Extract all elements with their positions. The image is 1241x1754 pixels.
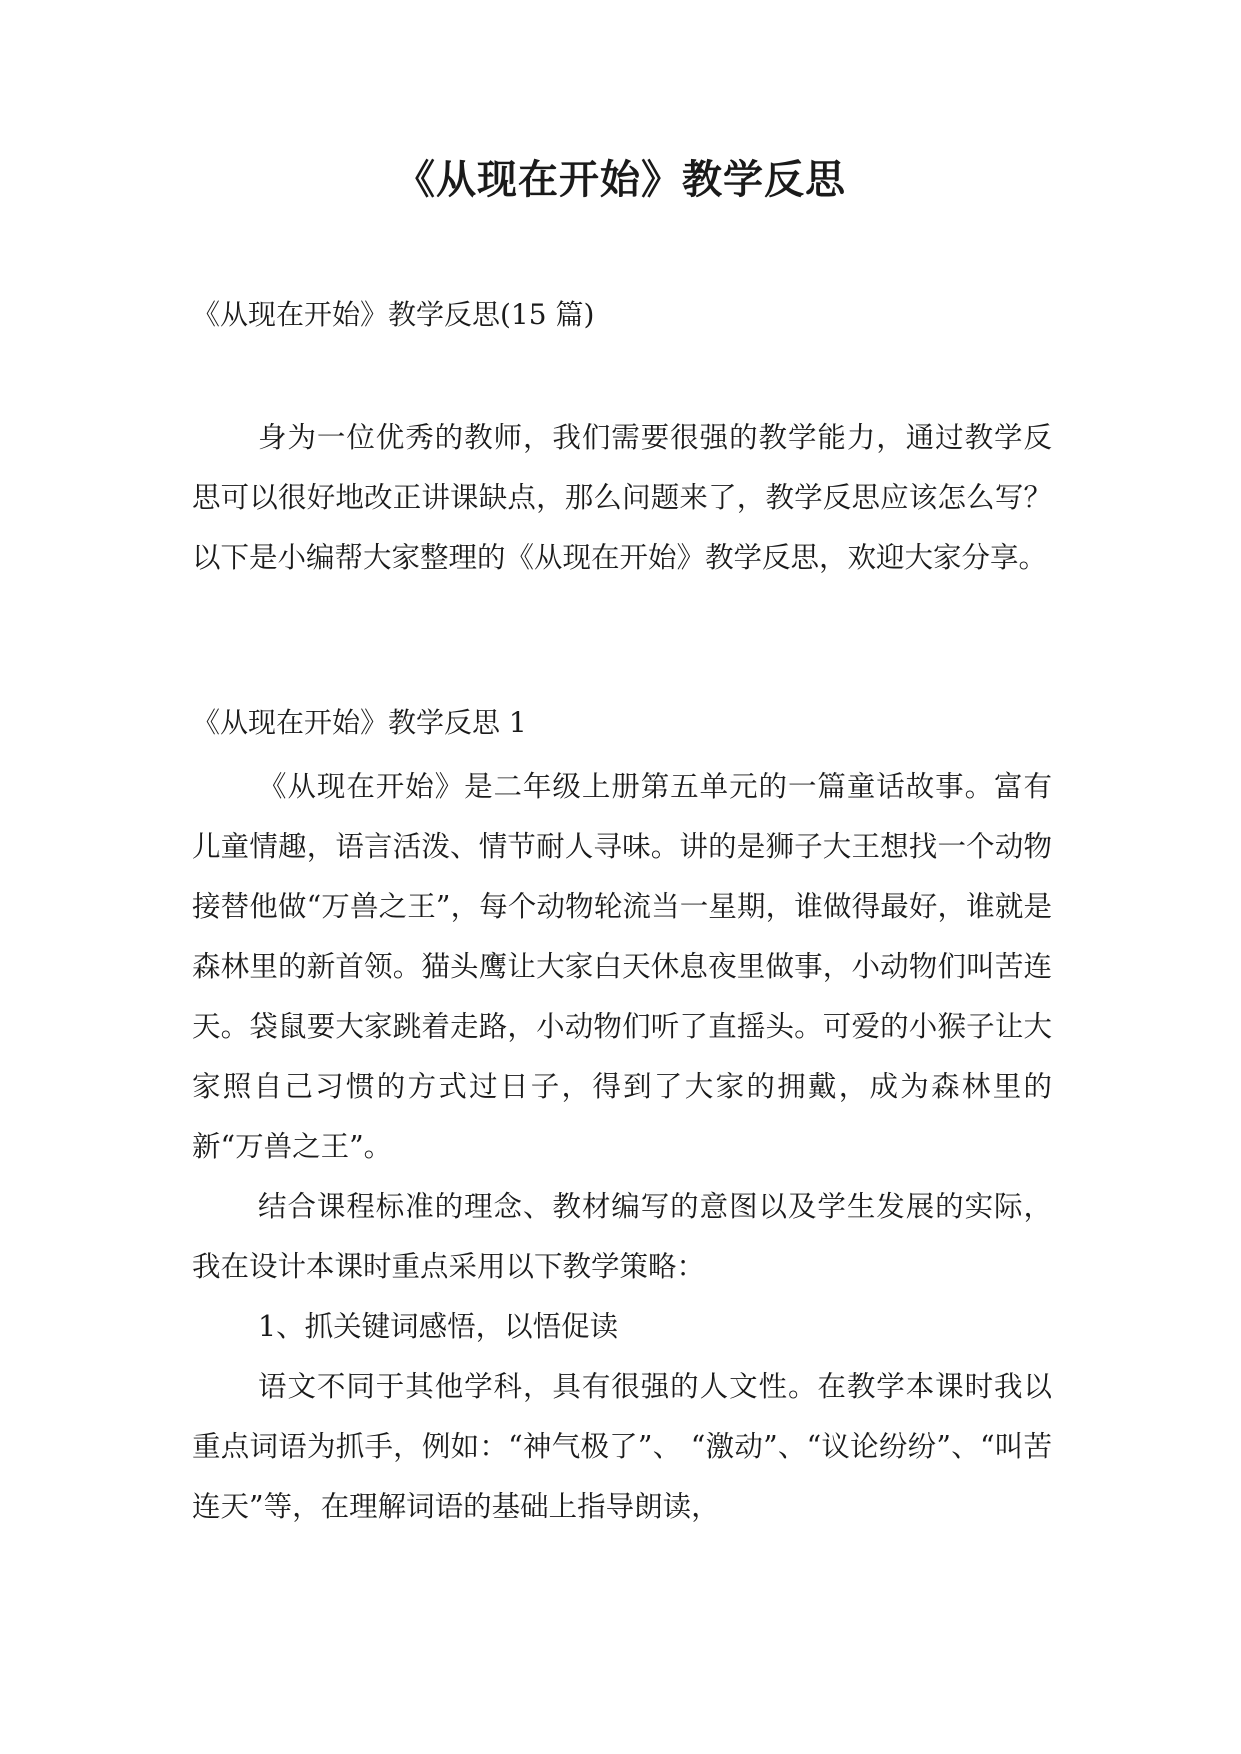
paragraph-1: 《从现在开始》是二年级上册第五单元的一篇童话故事。富有儿童情趣，语言活泼、情节耐人寻味。讲的是狮子大王想找一个动物接替他做“万兽之王”，每个动物轮流当一星期，谁做得最好，谁就是森林里的新首领。猫头鹰让大家白天休息夜里做事，小动物们叫苦连天。袋鼠要大家跳着走路，小动物们听了直摇头。可爱的小猴子让大家照自己习惯的方式过日子，得到了大家的拥戴，成为森林里的新“万兽之王”。 <box>192 770 1052 1163</box>
section-heading: 《从现在开始》教学反思 1 <box>192 706 527 739</box>
document-subtitle: 《从现在开始》教学反思(15 篇) <box>192 298 595 331</box>
intro-paragraph: 身为一位优秀的教师，我们需要很强的教学能力，通过教学反思可以很好地改正讲课缺点，那么问题来了，教学反思应该怎么写？以下是小编帮大家整理的《从现在开始》教学反思，欢迎大家分享。 <box>192 421 1052 574</box>
document-title: 《从现在开始》教学反思 <box>395 157 846 203</box>
article-body <box>192 757 1052 1537</box>
paragraph-3: 1、抓关键词感悟，以悟促读 <box>258 1310 619 1343</box>
paragraph-4: 语文不同于其他学科，具有很强的人文性。在教学本课时我以重点词语为抓手，例如：“神气极了”、 “激动”、“议论纷纷”、“叫苦连天”等，在理解词语的基础上指导朗读， <box>192 1370 1052 1523</box>
paragraph-2: 结合课程标准的理念、教材编写的意图以及学生发展的实际，我在设计本课时重点采用以下教学策略： <box>192 1190 1052 1283</box>
